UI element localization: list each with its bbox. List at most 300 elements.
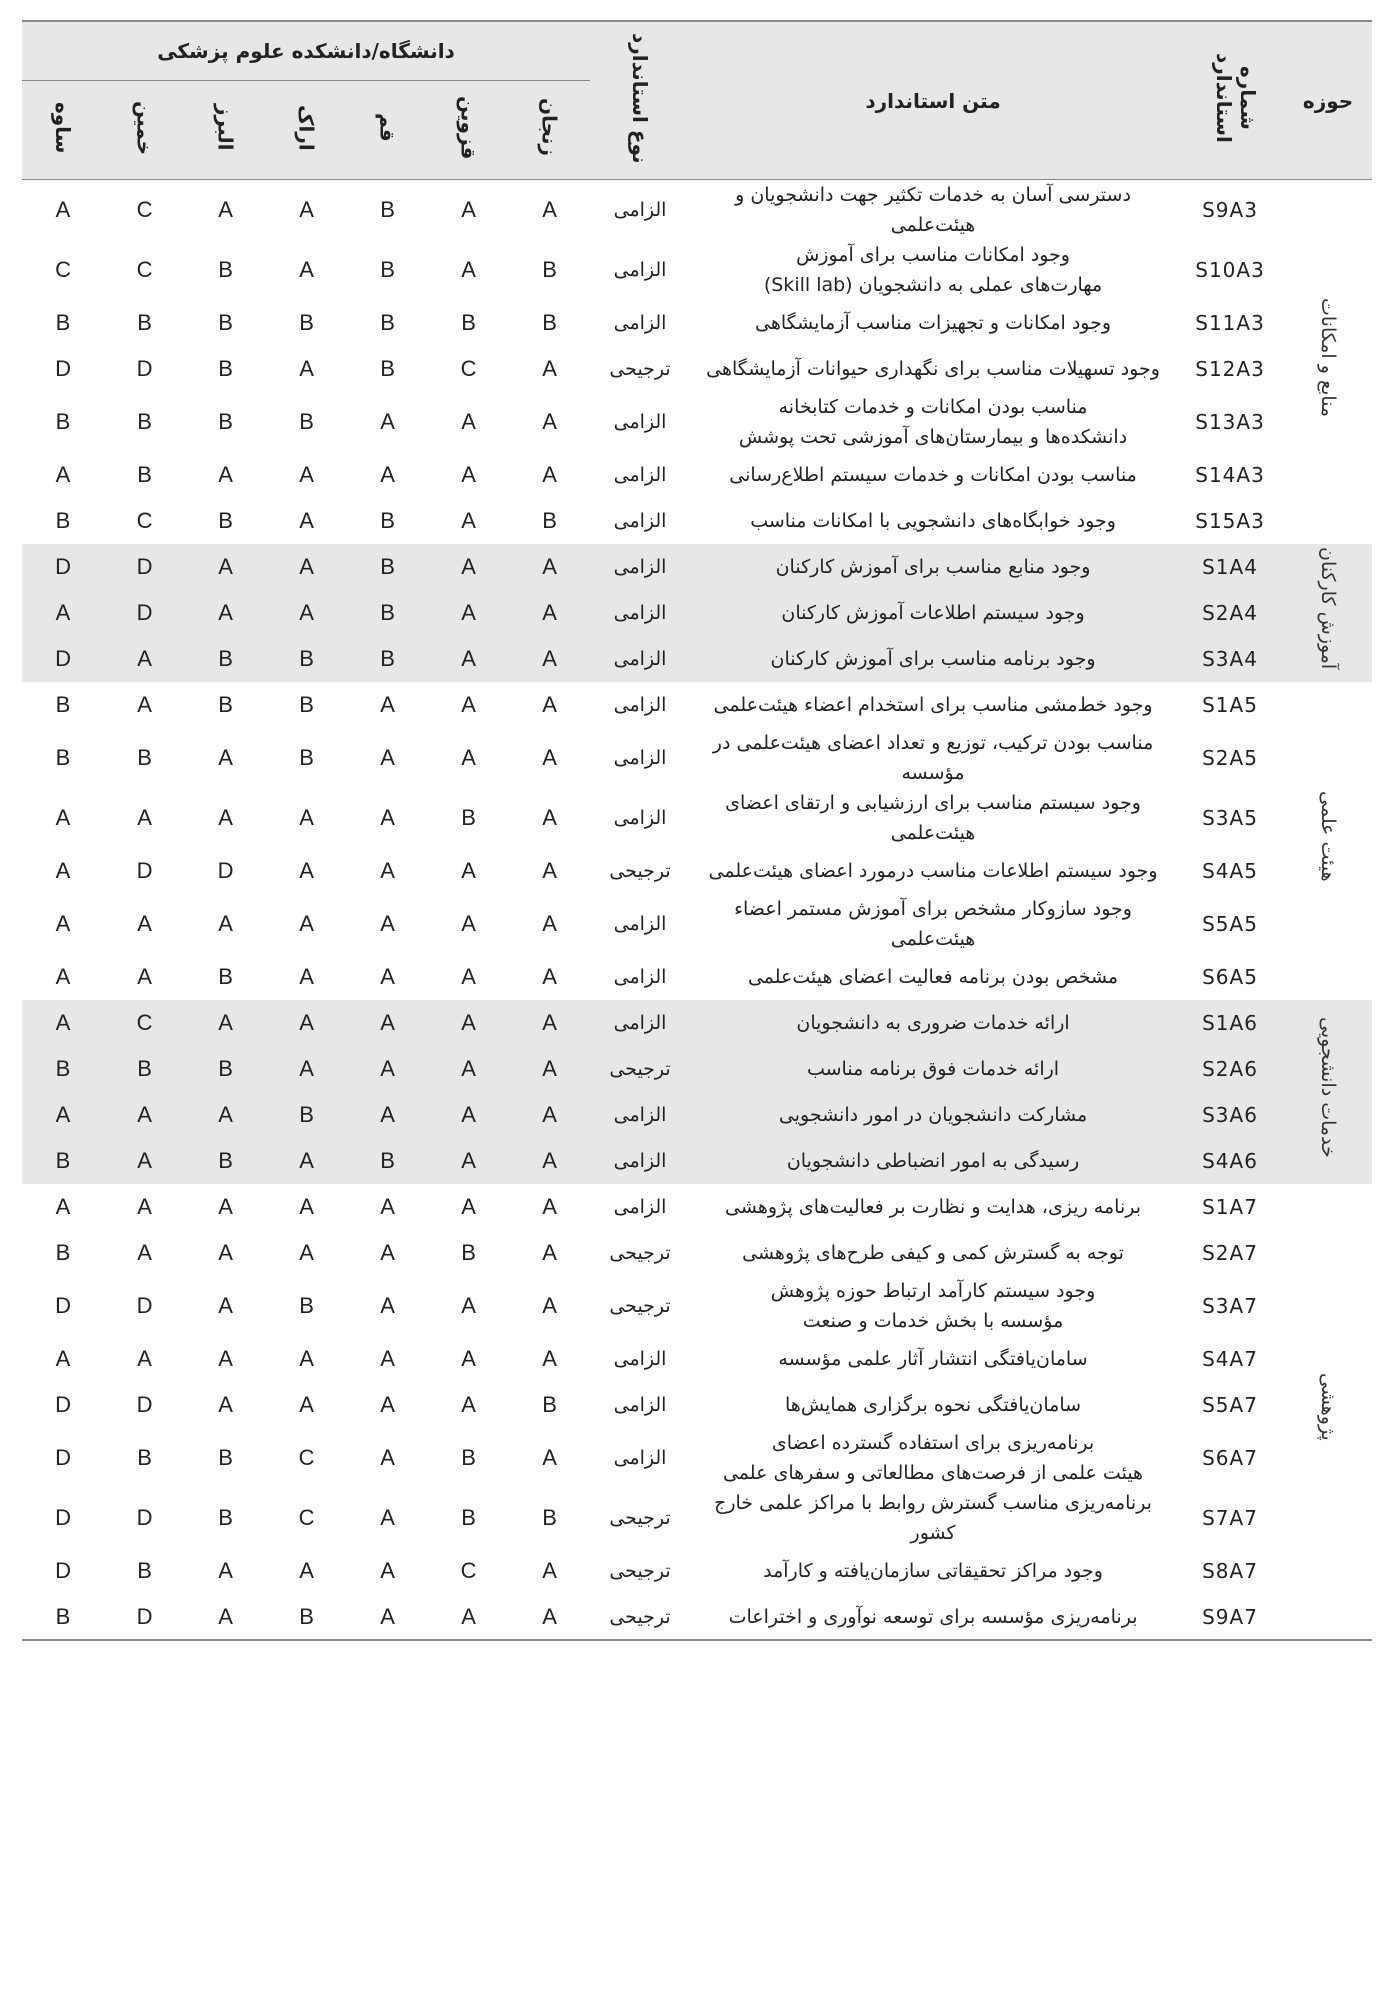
domain-label: منابع و امکانات (1317, 297, 1340, 418)
standard-code: S1A4 (1176, 544, 1284, 590)
table-row (22, 1092, 1372, 1138)
table-row (22, 636, 1372, 682)
standard-code: S4A6 (1176, 1138, 1284, 1184)
grade-cell: A (380, 1392, 395, 1417)
standard-type: الزامی (590, 544, 690, 590)
grade-cell: B (461, 1505, 476, 1530)
domain-cell (1284, 544, 1372, 682)
grade-cell: D (136, 1293, 153, 1318)
grade-cell: A (218, 745, 233, 770)
grade-cell: B (347, 590, 428, 636)
grade-cell: D (136, 1392, 153, 1417)
standard-text (690, 240, 1176, 300)
standard-type: الزامی (613, 1447, 667, 1469)
grade-cell: A (461, 1392, 476, 1417)
grade-cell: A (347, 1092, 428, 1138)
standard-type: الزامی (590, 1000, 690, 1046)
domain-cell (1284, 180, 1372, 545)
grade-cell: B (137, 310, 152, 335)
table-row (22, 1046, 1372, 1092)
grade-cell: B (542, 310, 557, 335)
standard-code: S4A5 (1202, 859, 1258, 883)
standard-text (690, 346, 1176, 392)
grade-cell: A (104, 1138, 185, 1184)
grade-cell: D (55, 356, 71, 381)
grade-cell: A (542, 1558, 557, 1583)
standards-table-container (22, 20, 1372, 1641)
grade-cell: A (347, 1000, 428, 1046)
table-row (22, 1000, 1372, 1046)
grade-cell: B (137, 1558, 152, 1583)
standard-text-line: وجود سازوکار مشخص برای آموزش مستمر اعضاء هیئت‌علمی (734, 898, 1132, 950)
grade-cell: A (428, 1138, 509, 1184)
standard-text-line: برنامه ریزی، هدایت و نظارت بر فعالیت‌های پژوهشی (725, 1196, 1142, 1218)
standard-text (690, 682, 1176, 728)
grade-cell: A (542, 1194, 557, 1219)
standard-code: S2A6 (1176, 1046, 1284, 1092)
grade-cell: A (22, 1092, 104, 1138)
standard-type: الزامی (613, 411, 667, 433)
grade-cell: B (185, 636, 266, 682)
standard-text-line: وجود تسهیلات مناسب برای نگهداری حیوانات آزمایشگاهی (706, 358, 1160, 380)
grade-cell: A (461, 257, 476, 282)
standard-type: الزامی (613, 464, 667, 486)
grade-cell: A (461, 1194, 476, 1219)
grade-cell: C (298, 1445, 315, 1470)
header-university-group: دانشگاه/دانشکده علوم پزشکی (22, 21, 590, 81)
grade-cell: A (509, 1000, 590, 1046)
standard-type: الزامی (613, 1196, 667, 1218)
table-row (22, 1428, 1372, 1488)
grade-cell: A (266, 1000, 347, 1046)
standard-code: S1A7 (1202, 1195, 1258, 1219)
table-row (22, 682, 1372, 728)
standard-type: الزامی (613, 694, 667, 716)
standard-type: ترجیحی (590, 1046, 690, 1092)
grade-cell: B (137, 409, 152, 434)
grade-cell: B (218, 964, 233, 989)
grade-cell: A (542, 745, 557, 770)
grade-cell: B (185, 1046, 266, 1092)
table-row (22, 544, 1372, 590)
standard-text-line: مناسب بودن ترکیب، توزیع و تعداد اعضای هیئت‌علمی در مؤسسه (712, 732, 1154, 784)
grade-cell: B (55, 1240, 71, 1265)
standard-text (690, 300, 1176, 346)
standard-text (690, 498, 1176, 544)
grade-cell: A (218, 197, 233, 222)
header-university-4 (185, 81, 266, 180)
grade-cell: D (55, 1445, 71, 1470)
grade-cell: B (218, 508, 233, 533)
standard-code: S1A6 (1176, 1000, 1284, 1046)
standard-type: الزامی (590, 1138, 690, 1184)
domain-label: خدمات دانشجویی (1317, 1017, 1340, 1158)
standard-code: S7A7 (1202, 1506, 1258, 1530)
standard-text (690, 848, 1176, 894)
grade-cell: A (509, 544, 590, 590)
table-row (22, 1184, 1372, 1230)
grade-cell: C (136, 508, 153, 533)
grade-cell: A (185, 1000, 266, 1046)
standard-text (690, 180, 1176, 241)
grade-cell: B (542, 1392, 557, 1417)
grade-cell: A (55, 858, 71, 883)
standard-text-line: توجه به گسترش کمی و کیفی طرح‌های پژوهشی (742, 1242, 1124, 1264)
university-name: قزوین (456, 95, 481, 160)
grade-cell: A (22, 590, 104, 636)
grade-cell: D (136, 356, 153, 381)
grade-cell: A (218, 805, 233, 830)
grade-cell: A (542, 805, 557, 830)
university-name: خمین (132, 100, 157, 155)
standard-text-line: وجود سیستم کارآمد ارتباط حوزه پژوهش (770, 1280, 1096, 1302)
grade-cell: A (380, 745, 395, 770)
standard-type: الزامی (613, 510, 667, 532)
grade-cell: A (542, 1293, 557, 1318)
standard-text (690, 636, 1176, 682)
standard-type: الزامی (613, 807, 667, 829)
grade-cell: A (509, 636, 590, 682)
grade-cell: A (55, 964, 71, 989)
grade-cell: A (380, 1194, 395, 1219)
grade-cell: A (137, 692, 152, 717)
grade-cell: A (380, 692, 395, 717)
grade-cell: A (461, 409, 476, 434)
grade-cell: D (22, 544, 104, 590)
table-row (22, 1382, 1372, 1428)
grade-cell: A (542, 692, 557, 717)
table-row (22, 788, 1372, 848)
standard-text (690, 1138, 1176, 1184)
standard-code: S6A7 (1202, 1446, 1258, 1470)
standard-text-line: رسیدگی به امور انضباطی دانشجویان (786, 1150, 1080, 1172)
grade-cell: B (185, 1138, 266, 1184)
header-university-6 (22, 81, 104, 180)
grade-cell: A (137, 964, 152, 989)
grade-cell: A (380, 1505, 395, 1530)
standard-code: S3A4 (1176, 636, 1284, 682)
domain-cell (1284, 682, 1372, 1000)
grade-cell: B (542, 1505, 557, 1530)
grade-cell: B (218, 257, 233, 282)
standard-type: ترجیحی (609, 1295, 671, 1317)
standards-table-body (22, 180, 1372, 1641)
standard-type: ترجیحی (590, 1594, 690, 1640)
grade-cell: B (104, 1046, 185, 1092)
standard-text-line: ارائه خدمات فوق برنامه مناسب (806, 1058, 1060, 1080)
grade-cell: A (509, 1138, 590, 1184)
grade-cell: A (299, 911, 314, 936)
standard-code: S13A3 (1195, 410, 1265, 434)
standard-text-line: وجود برنامه مناسب برای آموزش کارکنان (770, 648, 1096, 670)
table-row (22, 1138, 1372, 1184)
standard-type: ترجیحی (609, 1560, 671, 1582)
grade-cell: A (299, 1240, 314, 1265)
grade-cell: B (137, 1445, 152, 1470)
grade-cell: A (542, 1445, 557, 1470)
grade-cell: A (380, 911, 395, 936)
standards-table (22, 20, 1372, 1641)
grade-cell: B (461, 310, 476, 335)
standard-type: ترجیحی (609, 1507, 671, 1529)
table-row (22, 1594, 1372, 1640)
grade-cell: A (22, 1000, 104, 1046)
grade-cell: B (55, 692, 71, 717)
standard-code: S2A4 (1176, 590, 1284, 636)
table-row (22, 1230, 1372, 1276)
grade-cell: A (218, 1558, 233, 1583)
standard-type: الزامی (613, 966, 667, 988)
header-university-5 (104, 81, 185, 180)
grade-cell: A (461, 1293, 476, 1318)
grade-cell: A (428, 636, 509, 682)
grade-cell: A (185, 1594, 266, 1640)
grade-cell: A (299, 805, 314, 830)
grade-cell: B (137, 462, 152, 487)
grade-cell: D (55, 1293, 71, 1318)
standard-type: الزامی (590, 636, 690, 682)
standard-text (690, 1428, 1176, 1488)
standard-text-line: وجود امکانات و تجهیزات مناسب آزمایشگاهی (755, 312, 1112, 334)
grade-cell: A (380, 1346, 395, 1371)
grade-cell: A (542, 197, 557, 222)
grade-cell: B (299, 409, 314, 434)
standard-code: S11A3 (1195, 311, 1265, 335)
grade-cell: A (428, 1092, 509, 1138)
standard-text (690, 1230, 1176, 1276)
domain-cell (1284, 1000, 1372, 1184)
standard-text-line: سامان‌یافتگی انتشار آثار علمی مؤسسه (778, 1348, 1088, 1370)
grade-cell: A (461, 508, 476, 533)
grade-cell: A (428, 590, 509, 636)
grade-cell: B (266, 1594, 347, 1640)
grade-cell: B (22, 1046, 104, 1092)
domain-label: هیئت علمی (1317, 791, 1340, 882)
grade-cell: A (461, 858, 476, 883)
grade-cell: A (461, 911, 476, 936)
standard-type: الزامی (590, 590, 690, 636)
standard-text (690, 1092, 1176, 1138)
grade-cell: D (55, 1558, 71, 1583)
grade-cell: A (104, 636, 185, 682)
standard-type: ترجیحی (609, 860, 671, 882)
grade-cell: D (55, 1392, 71, 1417)
header-standard-type (590, 21, 690, 180)
standard-code: S12A3 (1195, 357, 1265, 381)
standard-text (690, 452, 1176, 498)
standard-type: الزامی (613, 312, 667, 334)
standard-code: S1A5 (1202, 693, 1258, 717)
grade-cell: A (461, 745, 476, 770)
grade-cell: A (380, 805, 395, 830)
grade-cell: A (461, 964, 476, 989)
grade-cell: B (347, 636, 428, 682)
standard-text-line: برنامه‌ریزی برای استفاده گسترده اعضای (771, 1432, 1095, 1454)
table-row (22, 848, 1372, 894)
grade-cell: C (460, 1558, 477, 1583)
grade-cell: A (266, 544, 347, 590)
grade-cell: B (218, 1445, 233, 1470)
university-name: قم (375, 113, 400, 142)
standard-text-line: وجود خوابگاه‌های دانشجویی با امکانات مناسب (750, 510, 1116, 532)
table-row (22, 346, 1372, 392)
grade-cell: A (55, 1346, 71, 1371)
header-university-2 (347, 81, 428, 180)
table-row (22, 894, 1372, 954)
grade-cell: A (347, 1594, 428, 1640)
grade-cell: B (55, 409, 71, 434)
grade-cell: A (299, 858, 314, 883)
standard-text (690, 1488, 1176, 1548)
grade-cell: A (218, 1392, 233, 1417)
grade-cell: A (185, 1092, 266, 1138)
grade-cell: B (218, 310, 233, 335)
standard-code: S10A3 (1195, 258, 1265, 282)
header-university-3 (266, 81, 347, 180)
grade-cell: B (461, 1240, 476, 1265)
standard-code: S2A5 (1202, 746, 1258, 770)
grade-cell: A (137, 1240, 152, 1265)
standard-code: S9A3 (1202, 198, 1258, 222)
standard-text-line: وجود مراکز تحقیقاتی سازمان‌یافته و کارآمد (763, 1560, 1103, 1582)
standard-text-line: مشارکت دانشجویان در امور دانشجویی (778, 1104, 1088, 1126)
grade-cell: C (298, 1505, 315, 1530)
grade-cell: B (218, 356, 233, 381)
grade-cell: A (299, 356, 314, 381)
grade-cell: A (299, 1392, 314, 1417)
grade-cell: A (55, 1194, 71, 1219)
standard-text-line: سامان‌یافتگی نحوه برگزاری همایش‌ها (785, 1394, 1082, 1416)
grade-cell: B (542, 508, 557, 533)
standard-text (690, 1276, 1176, 1336)
grade-cell: A (542, 1240, 557, 1265)
table-row (22, 954, 1372, 1000)
grade-cell: A (218, 462, 233, 487)
standard-code: S3A7 (1202, 1294, 1258, 1318)
header-standard-number-label: شماره استاندارد (1212, 53, 1261, 143)
grade-cell: A (380, 858, 395, 883)
standard-text-line: وجود خط‌مشی مناسب برای استخدام اعضاء هیئت‌علمی (713, 694, 1153, 716)
standard-text-line: ارائه خدمات ضروری به دانشجویان (796, 1012, 1070, 1034)
university-name: ساوه (51, 101, 76, 154)
standard-text (690, 544, 1176, 590)
standard-text (690, 788, 1176, 848)
grade-cell: B (55, 508, 71, 533)
standard-type: ترجیحی (609, 1242, 671, 1264)
grade-cell: B (55, 310, 71, 335)
grade-cell: A (380, 409, 395, 434)
grade-cell: B (380, 197, 395, 222)
standard-code: S3A5 (1202, 806, 1258, 830)
grade-cell: A (542, 911, 557, 936)
header-standard-type-label: نوع استاندارد (628, 32, 653, 164)
header-university-1 (428, 81, 509, 180)
header-university-0 (509, 81, 590, 180)
grade-cell: A (299, 964, 314, 989)
grade-cell: A (55, 462, 71, 487)
grade-cell: B (380, 257, 395, 282)
standard-text-line: مشخص بودن برنامه فعالیت اعضای هیئت‌علمی (747, 966, 1119, 988)
standard-text (690, 1336, 1176, 1382)
grade-cell: B (218, 409, 233, 434)
grade-cell: D (22, 636, 104, 682)
grade-cell: B (461, 1445, 476, 1470)
grade-cell: B (22, 1594, 104, 1640)
table-row (22, 452, 1372, 498)
grade-cell: A (542, 858, 557, 883)
standard-type: الزامی (590, 1092, 690, 1138)
grade-cell: A (542, 409, 557, 434)
standard-code: S3A6 (1176, 1092, 1284, 1138)
grade-cell: A (218, 1194, 233, 1219)
grade-cell: A (185, 544, 266, 590)
grade-cell: B (218, 1505, 233, 1530)
standard-type: الزامی (613, 747, 667, 769)
grade-cell: B (347, 544, 428, 590)
standard-text (690, 728, 1176, 788)
table-row (22, 1336, 1372, 1382)
standard-type: ترجیحی (609, 358, 671, 380)
grade-cell: D (104, 544, 185, 590)
grade-cell: A (266, 1138, 347, 1184)
grade-cell: C (104, 1000, 185, 1046)
grade-cell: B (380, 508, 395, 533)
grade-cell: A (299, 462, 314, 487)
standard-text-line: وجود امکانات مناسب برای آموزش (796, 244, 1070, 266)
domain-label: پژوهشی (1317, 1373, 1340, 1441)
grade-cell: A (266, 590, 347, 636)
standard-text-line: وجود سیستم اطلاعات مناسب درمورد اعضای هیئت‌علمی (708, 860, 1158, 882)
grade-cell: A (380, 964, 395, 989)
grade-cell: A (542, 964, 557, 989)
grade-cell: A (461, 1346, 476, 1371)
grade-cell: A (137, 805, 152, 830)
grade-cell: A (380, 1558, 395, 1583)
grade-cell: A (299, 1346, 314, 1371)
grade-cell: A (185, 590, 266, 636)
standard-text-line: مهارت‌های عملی به دانشجویان (Skill lab) (763, 274, 1103, 296)
standard-code: S5A5 (1202, 912, 1258, 936)
grade-cell: B (218, 692, 233, 717)
header-standard-number (1176, 21, 1284, 180)
standard-text-line: دسترسی آسان به خدمات تکثیر جهت دانشجویان و هیئت‌علمی (735, 184, 1131, 236)
grade-cell: A (461, 462, 476, 487)
grade-cell: D (136, 858, 153, 883)
standard-text-line: وجود منابع مناسب برای آموزش کارکنان (775, 556, 1091, 578)
grade-cell: A (542, 462, 557, 487)
standard-text (690, 894, 1176, 954)
table-row (22, 180, 1372, 241)
table-row (22, 590, 1372, 636)
standard-text (690, 590, 1176, 636)
grade-cell: B (299, 310, 314, 335)
grade-cell: A (380, 1240, 395, 1265)
grade-cell: B (299, 1293, 314, 1318)
standard-text-line: وجود سیستم اطلاعات آموزش کارکنان (781, 602, 1085, 624)
grade-cell: A (218, 1240, 233, 1265)
standard-code: S9A7 (1176, 1594, 1284, 1640)
grade-cell: A (299, 508, 314, 533)
grade-cell: B (542, 257, 557, 282)
standard-code: S6A5 (1202, 965, 1258, 989)
standard-code: S8A7 (1202, 1559, 1258, 1583)
standard-text-line: برنامه‌ریزی مناسب گسترش روابط با مراکز علمی خارج کشور (714, 1492, 1152, 1544)
grade-cell: A (542, 356, 557, 381)
table-row (22, 240, 1372, 300)
standard-text (690, 1382, 1176, 1428)
grade-cell: B (137, 745, 152, 770)
grade-cell: B (380, 356, 395, 381)
